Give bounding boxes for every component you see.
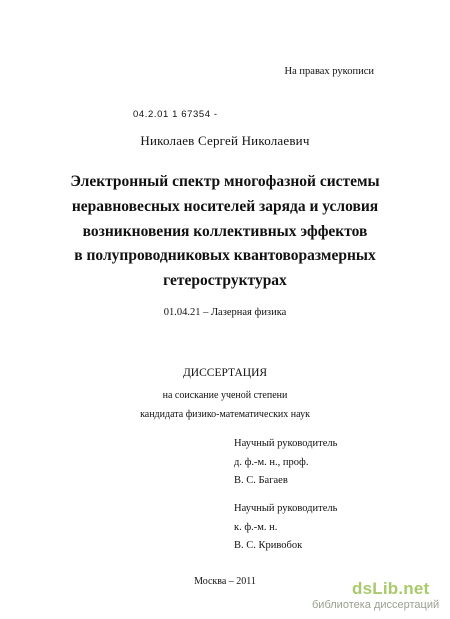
title-line: Электронный спектр многофазной системы <box>70 173 380 190</box>
title-line: в полупроводниковых квантоворазмерных <box>74 247 376 265</box>
title-line: гетероструктурах <box>163 272 287 290</box>
watermark-logo: dsLib.net <box>352 579 430 598</box>
degree-line: кандидата физико-математических наук <box>140 409 310 420</box>
degree-line: на соискание ученой степени <box>162 390 288 401</box>
dissertation-title <box>0 170 450 294</box>
specialty-code: 01.04.21 – Лазерная физика <box>163 307 287 318</box>
supervisor-name: В. С. Кривобок <box>234 540 303 551</box>
supervisor-role: Научный руководитель <box>234 503 338 514</box>
watermark-tagline: библиотека диссертаций <box>312 599 440 611</box>
supervisor-block <box>234 500 337 556</box>
supervisor-title: к. ф.-м. н. <box>234 521 278 533</box>
city-year: Москва – 2011 <box>194 576 256 587</box>
document-type: ДИССЕРТАЦИЯ <box>182 367 268 379</box>
supervisor-block <box>234 435 337 491</box>
degree-sought <box>0 386 450 424</box>
title-line: неравновесных носителей заряда и условия <box>71 197 379 215</box>
supervisor-name: В. С. Багаев <box>234 475 288 486</box>
supervisor-title: д. ф.-м. н., проф. <box>234 456 309 468</box>
archive-stamp: 04.2.01 1 67354 - <box>133 109 218 120</box>
supervisor-role: Научный руководитель <box>234 438 338 449</box>
rights-notice: На правах рукописи <box>284 66 374 77</box>
author-name: Николаев Сергей Николаевич <box>140 133 310 148</box>
title-line: возникновения коллективных эффектов <box>82 222 368 240</box>
